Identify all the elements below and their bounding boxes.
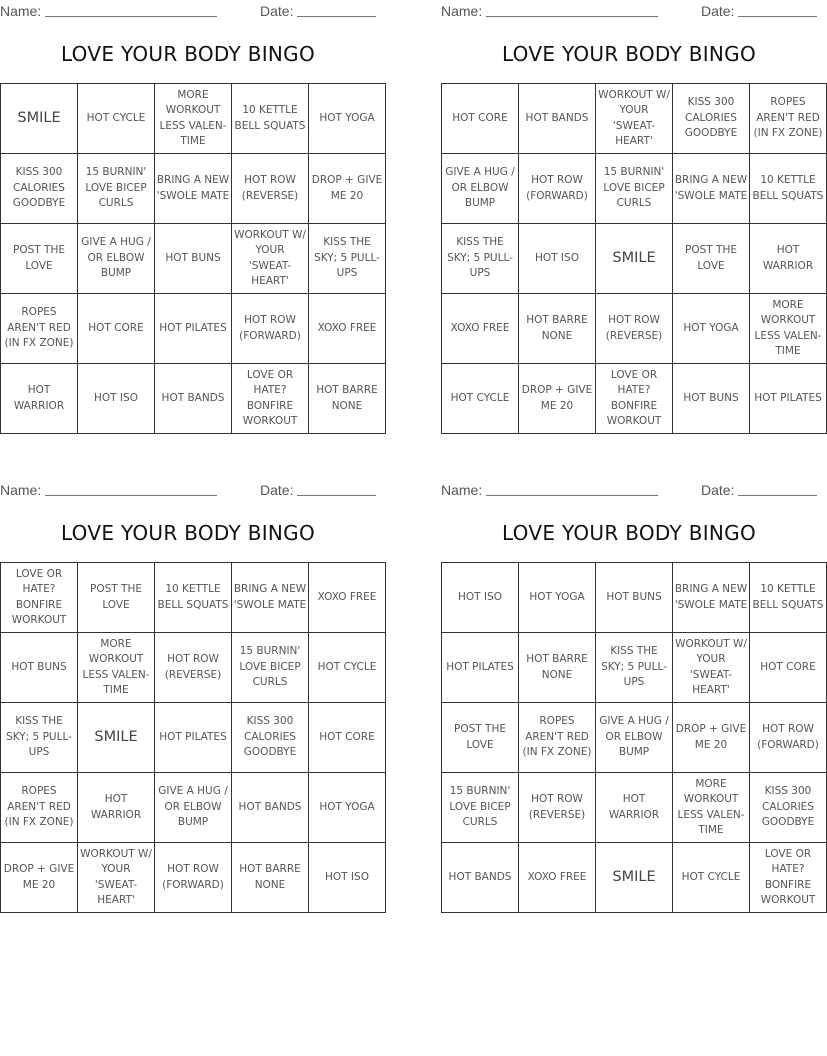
bingo-cell: HOT YOGA	[519, 563, 596, 633]
name-label: Name:	[441, 482, 483, 498]
bingo-cell: HOT BANDS	[155, 364, 232, 434]
bingo-cell: HOT WARRIOR	[1, 364, 78, 434]
bingo-cell: MORE WORKOUT LESS VALEN-TIME	[750, 294, 827, 364]
bingo-cell: ROPES AREN'T RED (IN FX ZONE)	[1, 294, 78, 364]
bingo-cell: HOT CORE	[750, 633, 827, 703]
bingo-cell: 10 KETTLE BELL SQUATS	[155, 563, 232, 633]
bingo-cell: HOT PILATES	[155, 703, 232, 773]
bingo-row	[1, 773, 386, 843]
bingo-cell: HOT BANDS	[232, 773, 309, 843]
name-blank-line[interactable]	[486, 495, 658, 496]
card-title: LOVE YOUR BODY BINGO	[60, 521, 316, 545]
bingo-cell: BRING A NEW 'SWOLE MATE	[673, 154, 750, 224]
bingo-cell: HOT YOGA	[673, 294, 750, 364]
bingo-cell: BRING A NEW 'SWOLE MATE	[232, 563, 309, 633]
card-header	[0, 0, 376, 22]
bingo-grid	[0, 562, 386, 913]
bingo-cell: GIVE A HUG / OR ELBOW BUMP	[155, 773, 232, 843]
bingo-cell: MORE WORKOUT LESS VALEN-TIME	[78, 633, 155, 703]
date-label: Date:	[701, 3, 735, 19]
bingo-cell: DROP + GIVE ME 20	[1, 843, 78, 913]
bingo-cell: HOT YOGA	[309, 773, 386, 843]
bingo-cell: KISS THE SKY; 5 PULL-UPS	[309, 224, 386, 294]
bingo-cell: LOVE OR HATE? BONFIRE WORKOUT	[1, 563, 78, 633]
bingo-row	[1, 633, 386, 703]
bingo-cell: WORKOUT W/ YOUR 'SWEAT-HEART'	[78, 843, 155, 913]
date-label: Date:	[260, 482, 294, 498]
name-blank-line[interactable]	[486, 16, 658, 17]
bingo-cell: KISS THE SKY; 5 PULL-UPS	[596, 633, 673, 703]
bingo-cell: HOT WARRIOR	[596, 773, 673, 843]
bingo-cell: HOT BUNS	[673, 364, 750, 434]
bingo-cell: HOT CYCLE	[309, 633, 386, 703]
bingo-cell: HOT ROW (FORWARD)	[519, 154, 596, 224]
card-title: LOVE YOUR BODY BINGO	[501, 42, 757, 66]
bingo-cell: MORE WORKOUT LESS VALEN-TIME	[673, 773, 750, 843]
bingo-cell: 10 KETTLE BELL SQUATS	[232, 84, 309, 154]
bingo-cell: HOT BARRE NONE	[232, 843, 309, 913]
name-label: Name:	[0, 482, 42, 498]
bingo-cell: HOT ISO	[442, 563, 519, 633]
bingo-card	[441, 479, 824, 919]
bingo-cell: DROP + GIVE ME 20	[519, 364, 596, 434]
bingo-row	[442, 364, 827, 434]
name-label: Name:	[0, 3, 42, 19]
bingo-grid	[441, 83, 827, 434]
date-label: Date:	[701, 482, 735, 498]
date-label: Date:	[260, 3, 294, 19]
bingo-cell: HOT CORE	[78, 294, 155, 364]
bingo-cell: HOT BUNS	[1, 633, 78, 703]
bingo-cell: WORKOUT W/ YOUR 'SWEAT-HEART'	[232, 224, 309, 294]
bingo-cell: HOT PILATES	[442, 633, 519, 703]
bingo-cell: XOXO FREE	[309, 563, 386, 633]
bingo-cell: HOT CYCLE	[78, 84, 155, 154]
bingo-cell: GIVE A HUG / OR ELBOW BUMP	[442, 154, 519, 224]
bingo-cell: ROPES AREN'T RED (IN FX ZONE)	[1, 773, 78, 843]
bingo-cell: XOXO FREE	[309, 294, 386, 364]
bingo-cell: HOT CYCLE	[673, 843, 750, 913]
date-blank-line[interactable]	[738, 16, 817, 17]
card-title: LOVE YOUR BODY BINGO	[60, 42, 316, 66]
bingo-cell: HOT BUNS	[596, 563, 673, 633]
bingo-cell: GIVE A HUG / OR ELBOW BUMP	[78, 224, 155, 294]
bingo-cell: HOT ROW (FORWARD)	[155, 843, 232, 913]
bingo-cell: POST THE LOVE	[442, 703, 519, 773]
bingo-cell: GIVE A HUG / OR ELBOW BUMP	[596, 703, 673, 773]
bingo-row	[1, 563, 386, 633]
bingo-cell: POST THE LOVE	[1, 224, 78, 294]
bingo-cell: LOVE OR HATE? BONFIRE WORKOUT	[232, 364, 309, 434]
bingo-cell: LOVE OR HATE? BONFIRE WORKOUT	[750, 843, 827, 913]
bingo-cell: 15 BURNIN' LOVE BICEP CURLS	[596, 154, 673, 224]
bingo-cell: HOT ISO	[78, 364, 155, 434]
bingo-cell: HOT ROW (REVERSE)	[519, 773, 596, 843]
bingo-cell: KISS 300 CALORIES GOODBYE	[1, 154, 78, 224]
bingo-cell: KISS THE SKY; 5 PULL-UPS	[442, 224, 519, 294]
bingo-cell: HOT ISO	[309, 843, 386, 913]
bingo-row	[1, 703, 386, 773]
bingo-grid	[0, 83, 386, 434]
bingo-row	[442, 224, 827, 294]
bingo-cell: POST THE LOVE	[673, 224, 750, 294]
bingo-cell: HOT BARRE NONE	[519, 633, 596, 703]
bingo-cell: 15 BURNIN' LOVE BICEP CURLS	[232, 633, 309, 703]
bingo-cell: SMILE	[78, 703, 155, 773]
bingo-row	[442, 843, 827, 913]
bingo-cell: HOT ROW (REVERSE)	[232, 154, 309, 224]
bingo-cell: HOT BARRE NONE	[309, 364, 386, 434]
bingo-cell: 15 BURNIN' LOVE BICEP CURLS	[442, 773, 519, 843]
bingo-cell: KISS THE SKY; 5 PULL-UPS	[1, 703, 78, 773]
bingo-cell: SMILE	[596, 843, 673, 913]
name-blank-line[interactable]	[45, 495, 217, 496]
bingo-card	[0, 0, 383, 440]
bingo-row	[442, 703, 827, 773]
bingo-cell: WORKOUT W/ YOUR 'SWEAT-HEART'	[596, 84, 673, 154]
bingo-card	[0, 479, 376, 919]
bingo-row	[1, 364, 386, 434]
bingo-cell: DROP + GIVE ME 20	[673, 703, 750, 773]
bingo-cell: HOT ROW (REVERSE)	[596, 294, 673, 364]
bingo-cell: SMILE	[596, 224, 673, 294]
bingo-cell: ROPES AREN'T RED (IN FX ZONE)	[750, 84, 827, 154]
bingo-cell: HOT WARRIOR	[78, 773, 155, 843]
bingo-cell: 10 KETTLE BELL SQUATS	[750, 154, 827, 224]
bingo-cell: HOT CYCLE	[442, 364, 519, 434]
bingo-cell: KISS 300 CALORIES GOODBYE	[750, 773, 827, 843]
bingo-cell: HOT BUNS	[155, 224, 232, 294]
bingo-row	[1, 294, 386, 364]
bingo-cell: ROPES AREN'T RED (IN FX ZONE)	[519, 703, 596, 773]
bingo-row	[442, 773, 827, 843]
bingo-cell: HOT BARRE NONE	[519, 294, 596, 364]
date-blank-line[interactable]	[297, 495, 376, 496]
bingo-cell: HOT CORE	[309, 703, 386, 773]
bingo-cell: BRING A NEW 'SWOLE MATE	[155, 154, 232, 224]
date-blank-line[interactable]	[738, 495, 817, 496]
bingo-cell: BRING A NEW 'SWOLE MATE	[673, 563, 750, 633]
card-header	[441, 479, 817, 501]
bingo-cell: SMILE	[1, 84, 78, 154]
date-blank-line[interactable]	[297, 16, 376, 17]
bingo-cell: 15 BURNIN' LOVE BICEP CURLS	[78, 154, 155, 224]
bingo-row	[1, 84, 386, 154]
card-header	[0, 479, 376, 501]
bingo-cell: KISS 300 CALORIES GOODBYE	[232, 703, 309, 773]
bingo-cell: WORKOUT W/ YOUR 'SWEAT-HEART'	[673, 633, 750, 703]
bingo-cell: HOT CORE	[442, 84, 519, 154]
bingo-cell: HOT ROW (FORWARD)	[232, 294, 309, 364]
bingo-cell: MORE WORKOUT LESS VALEN-TIME	[155, 84, 232, 154]
bingo-row	[1, 224, 386, 294]
bingo-cell: HOT BANDS	[442, 843, 519, 913]
bingo-row	[442, 563, 827, 633]
bingo-cell: HOT ROW (FORWARD)	[750, 703, 827, 773]
bingo-cell: HOT BANDS	[519, 84, 596, 154]
bingo-cell: HOT ROW (REVERSE)	[155, 633, 232, 703]
bingo-grid	[441, 562, 827, 913]
bingo-row	[1, 154, 386, 224]
bingo-cell: KISS 300 CALORIES GOODBYE	[673, 84, 750, 154]
card-header	[441, 0, 817, 22]
bingo-cell: LOVE OR HATE? BONFIRE WORKOUT	[596, 364, 673, 434]
bingo-cell: 10 KETTLE BELL SQUATS	[750, 563, 827, 633]
bingo-cell: HOT PILATES	[750, 364, 827, 434]
card-title: LOVE YOUR BODY BINGO	[501, 521, 757, 545]
bingo-row	[442, 633, 827, 703]
bingo-cell: DROP + GIVE ME 20	[309, 154, 386, 224]
bingo-cell: HOT PILATES	[155, 294, 232, 364]
bingo-cell: POST THE LOVE	[78, 563, 155, 633]
bingo-row	[1, 843, 386, 913]
bingo-row	[442, 154, 827, 224]
bingo-row	[442, 294, 827, 364]
bingo-cell: XOXO FREE	[442, 294, 519, 364]
bingo-cell: HOT ISO	[519, 224, 596, 294]
name-blank-line[interactable]	[45, 16, 217, 17]
name-label: Name:	[441, 3, 483, 19]
bingo-cell: HOT YOGA	[309, 84, 386, 154]
bingo-cell: XOXO FREE	[519, 843, 596, 913]
bingo-row	[442, 84, 827, 154]
bingo-card	[441, 0, 824, 440]
bingo-cell: HOT WARRIOR	[750, 224, 827, 294]
